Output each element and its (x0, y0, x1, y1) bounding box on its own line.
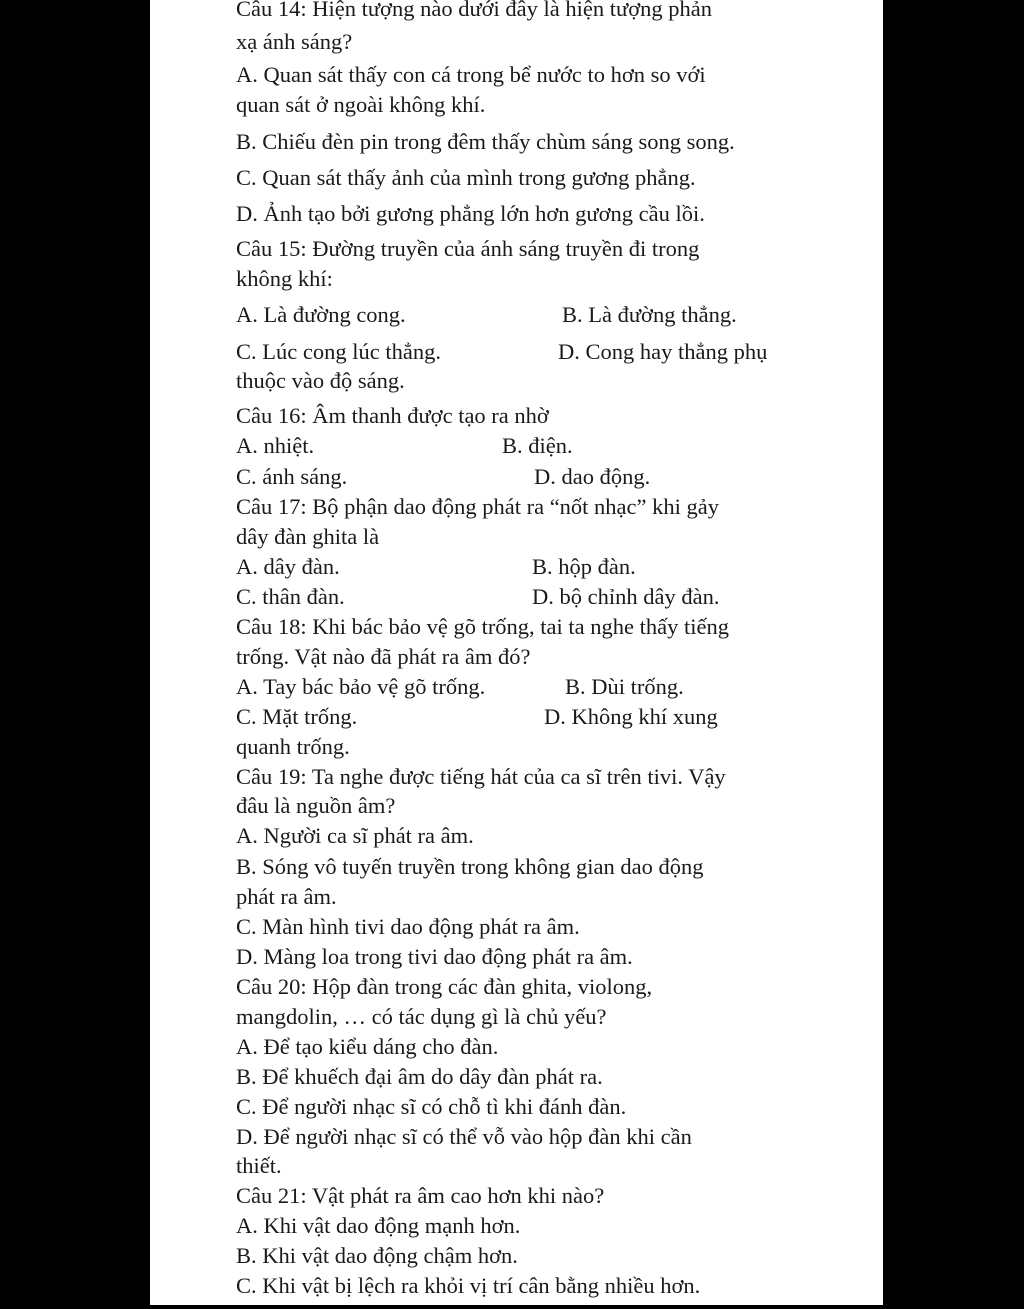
q14-option-b: B. Chiếu đèn pin trong đêm thấy chùm sáng song song. (236, 129, 735, 154)
question-19-text: đâu là nguồn âm? (236, 793, 396, 818)
question-16-text: Câu 16: Âm thanh được tạo ra nhờ (236, 403, 549, 428)
question-20-text: Câu 20: Hộp đàn trong các đàn ghita, violong, (236, 974, 653, 999)
q15-option-a: A. Là đường cong. (236, 302, 406, 327)
question-17-text: dây đàn ghita là (236, 524, 380, 549)
q17-option-a: A. dây đàn. (236, 554, 340, 579)
q17-option-b: B. hộp đàn. (532, 554, 636, 579)
q17-option-c: C. thân đàn. (236, 584, 345, 609)
q15-option-d: thuộc vào độ sáng. (236, 368, 405, 393)
q20-option-b: B. Để khuếch đại âm do dây đàn phát ra. (236, 1064, 603, 1089)
q20-option-d: thiết. (236, 1153, 282, 1178)
q21-option-a: A. Khi vật dao động mạnh hơn. (236, 1213, 521, 1238)
q19-option-b: B. Sóng vô tuyến truyền trong không gian dao động (236, 854, 704, 879)
q20-option-c: C. Để người nhạc sĩ có chỗ tì khi đánh đàn. (236, 1094, 627, 1119)
q19-option-b: phát ra âm. (236, 884, 337, 909)
q15-option-d: D. Cong hay thẳng phụ (558, 339, 768, 364)
q21-option-c: C. Khi vật bị lệch ra khỏi vị trí cân bằng nhiều hơn. (236, 1273, 701, 1298)
q18-option-b: B. Dùi trống. (565, 674, 684, 699)
q20-option-d: D. Để người nhạc sĩ có thể vỗ vào hộp đàn khi cần (236, 1124, 692, 1149)
q16-option-c: C. ánh sáng. (236, 464, 348, 489)
q14-option-c: C. Quan sát thấy ảnh của mình trong gương phẳng. (236, 165, 696, 190)
question-15-text: Câu 15: Đường truyền của ánh sáng truyền đi trong (236, 236, 700, 261)
q16-option-d: D. dao động. (534, 464, 651, 489)
q14-option-d: D. Ảnh tạo bởi gương phẳng lớn hơn gương cầu lồi. (236, 201, 705, 226)
q14-option-a: quan sát ở ngoài không khí. (236, 92, 486, 117)
q20-option-a: A. Để tạo kiểu dáng cho đàn. (236, 1034, 499, 1059)
question-15-text: không khí: (236, 266, 333, 291)
q14-option-a: A. Quan sát thấy con cá trong bể nước to hơn so với (236, 62, 706, 87)
question-21-text: Câu 21: Vật phát ra âm cao hơn khi nào? (236, 1183, 605, 1208)
q15-option-c: C. Lúc cong lúc thẳng. (236, 339, 441, 364)
question-17-text: Câu 17: Bộ phận dao động phát ra “nốt nhạc” khi gảy (236, 494, 720, 519)
document-page (150, 0, 883, 1305)
question-18-text: Câu 18: Khi bác bảo vệ gõ trống, tai ta nghe thấy tiếng (236, 614, 730, 639)
q18-option-d: D. Không khí xung (544, 704, 718, 729)
q19-option-d: D. Màng loa trong tivi dao động phát ra âm. (236, 944, 633, 969)
q16-option-a: A. nhiệt. (236, 433, 315, 458)
q21-option-b: B. Khi vật dao động chậm hơn. (236, 1243, 518, 1268)
q15-option-b: B. Là đường thẳng. (562, 302, 737, 327)
q18-option-c: C. Mặt trống. (236, 704, 358, 729)
question-19-text: Câu 19: Ta nghe được tiếng hát của ca sĩ trên tivi. Vậy (236, 764, 726, 789)
q18-option-a: A. Tay bác bảo vệ gõ trống. (236, 674, 486, 699)
question-18-text: trống. Vật nào đã phát ra âm đó? (236, 644, 531, 669)
question-14-text: xạ ánh sáng? (236, 29, 353, 54)
question-20-text: mangdolin, … có tác dụng gì là chủ yếu? (236, 1004, 607, 1029)
q19-option-c: C. Màn hình tivi dao động phát ra âm. (236, 914, 580, 939)
q19-option-a: A. Người ca sĩ phát ra âm. (236, 823, 474, 848)
q17-option-d: D. bộ chỉnh dây đàn. (532, 584, 720, 609)
question-14-text: Câu 14: Hiện tượng nào dưới đây là hiện tượng phản (236, 0, 712, 21)
q18-option-d: quanh trống. (236, 734, 350, 759)
q16-option-b: B. điện. (502, 433, 573, 458)
